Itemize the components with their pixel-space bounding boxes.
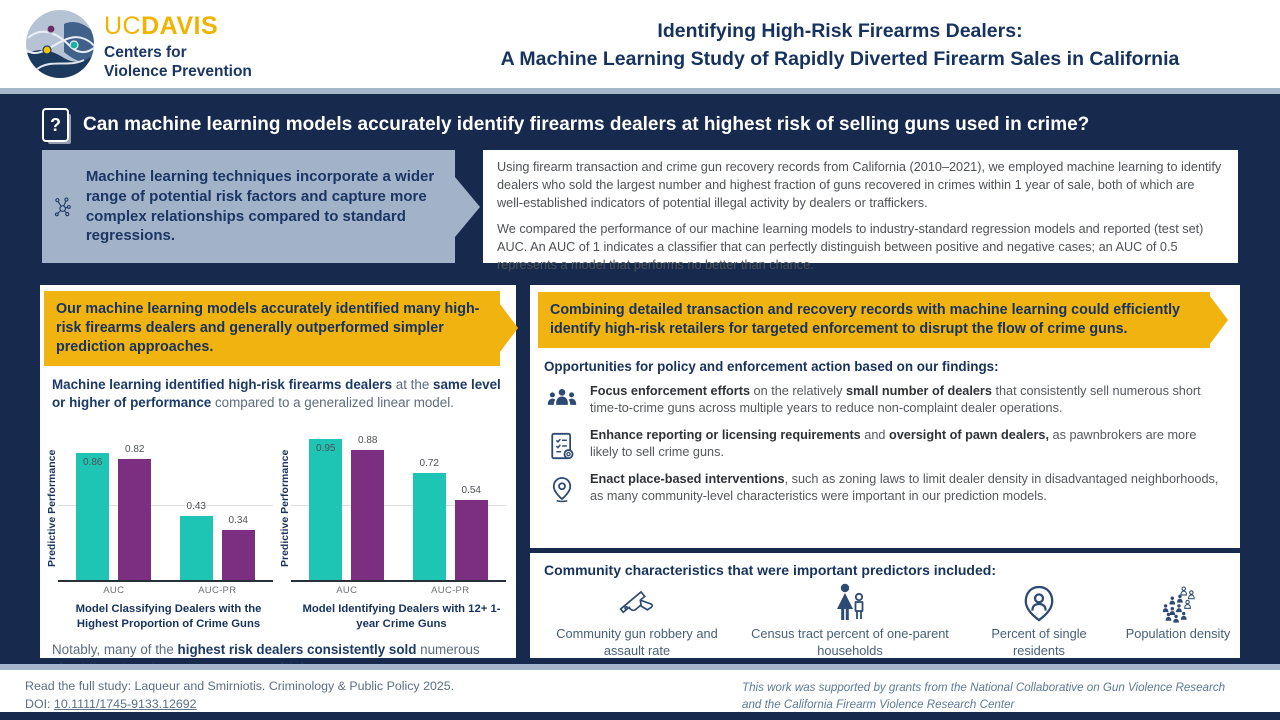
header [0, 0, 1280, 88]
funding-note: This work was supported by grants from the National Collaborative on Gun Violence Research and the California Firearm Violence Research Center [742, 681, 1226, 711]
plot-area [58, 434, 273, 582]
people-group-icon [544, 383, 580, 418]
citation [25, 678, 454, 714]
doi-link[interactable]: 10.1111/1745-9133.12692 [53, 696, 197, 711]
x-axis-ticks [291, 582, 506, 596]
study-paragraph-1: Using firearm transaction and crime gun recovery records from California (2010–2021), we employed machine learning to identify dealers who sold the largest number and highest fraction of guns recovered in crimes within 1 year of sale, both of which are well-established indicators of potential illegal activity by dealers or traffickers. [497, 160, 1222, 210]
x-tick-label: AUC [336, 584, 358, 596]
charts-row [40, 412, 516, 633]
bar-value-label: 0.88 [358, 434, 378, 446]
opportunities-heading: Opportunities for policy and enforcement action based on our findings: [544, 358, 999, 374]
results-footnote: Notably, many of the highest risk dealers consistently sold numerous [52, 642, 480, 658]
question-mark-icon: ? [42, 108, 69, 142]
community-item-one-parent [745, 582, 955, 659]
bar-purple [351, 434, 384, 580]
chart-caption: Model Identifying Dealers with 12+ 1-year Crime Guns [302, 602, 501, 631]
community-item-single-residents [964, 582, 1114, 659]
results-subtitle: Machine learning identified high-risk firearms dealers at the same level or higher of performance compared to a generalized linear model. [52, 376, 501, 410]
ucdavis-logo [24, 8, 96, 80]
one-parent-family-icon [745, 582, 955, 626]
brand-wordmark: UCDAVIS [104, 12, 219, 40]
bar-purple [455, 484, 488, 580]
community-item-label: Population density [1125, 626, 1231, 641]
community-item-gun-robbery [542, 582, 732, 659]
x-tick-label: AUC-PR [431, 584, 470, 596]
bar-value-label: 0.82 [125, 443, 145, 455]
x-tick-label: AUC-PR [198, 584, 237, 596]
y-axis-label: Predictive Performance [46, 449, 58, 567]
ml-callout-box [42, 150, 455, 263]
community-heading: Community characteristics that were important predictors included: [544, 562, 996, 578]
bar-teal [413, 457, 446, 580]
chart-caption: Model Classifying Dealers with the Highest Proportion of Crime Guns [75, 602, 262, 631]
footer [0, 670, 1280, 712]
policy-banner: Combining detailed transaction and recovery records with machine learning could efficiently identify high-risk retailers for targeted enforcement to disrupt the flow of crime guns. [538, 292, 1210, 348]
x-tick-label: AUC [103, 584, 125, 596]
bottom-border [0, 712, 1280, 720]
chart-highest-proportion [46, 418, 279, 633]
bar-teal [180, 500, 213, 580]
bar-value-label: 0.54 [461, 484, 481, 496]
research-question: Can machine learning models accurately identify firearms dealers at highest risk of selling guns used in crime? [83, 114, 1090, 135]
citation-line: Read the full study: Laqueur and Smirniotis. Criminology & Public Policy 2025. [25, 679, 455, 693]
bar-value-label: 0.34 [228, 514, 248, 526]
bar-purple [118, 443, 151, 580]
community-item-label: Census tract percent of one-parent households [751, 626, 949, 658]
bar-value-label: 0.95 [316, 442, 336, 454]
x-axis-ticks [58, 582, 273, 596]
community-item-population-density [1118, 582, 1238, 659]
bar-group [180, 500, 255, 580]
bar-purple [222, 514, 255, 580]
policy-card [530, 285, 1240, 548]
clipboard-checklist-icon [544, 427, 580, 462]
single-resident-icon [964, 582, 1114, 626]
question-banner [42, 108, 1242, 142]
study-paragraph-2: We compared the performance of our machine learning models to industry-standard regression models and reported (test set) AUC. An AUC of 1 indicates a classifier that can perfectly distinguish between positive and negative cases; an AUC of 0.5 represents a model that performs no better than chance. [497, 222, 1204, 272]
bar-value-label: 0.43 [186, 500, 206, 512]
results-banner: Our machine learning models accurately identified many high-risk firearms dealers and generally outperformed simpler prediction approaches. [44, 291, 500, 366]
community-card [530, 553, 1240, 658]
y-axis-label: Predictive Performance [279, 449, 291, 567]
chart-12plus-crime-guns [279, 418, 512, 633]
bar-teal [309, 439, 342, 580]
org-name: Centers for Violence Prevention [104, 43, 252, 81]
callout-text: Machine learning techniques incorporate a wider range of potential risk factors and capture more complex relationships compared to standard regressions. [85, 167, 435, 245]
bullet-text: Enhance reporting or licensing requirements and oversight of pawn dealers, as pawnbrokers are more likely to sell crime guns. [590, 427, 1197, 460]
location-pin-icon [544, 471, 580, 506]
community-item-label: Percent of single residents [991, 626, 1087, 658]
population-density-icon [1118, 582, 1238, 626]
bar-group [76, 443, 151, 580]
bullet-reporting [544, 427, 1222, 462]
doi-line: DOI: 10.1111/1745-9133.12692 [25, 696, 197, 711]
results-card [40, 285, 516, 658]
bullet-place-based [544, 471, 1222, 506]
header-divider [0, 88, 1280, 94]
bar-value-label: 0.86 [83, 456, 103, 468]
network-nodes-icon [54, 172, 74, 242]
page-title: Identifying High-Risk Firearms Dealers: A Machine Learning Study of Rapidly Diverted Firearm Sales in California [500, 20, 1180, 70]
bar-group [309, 434, 384, 580]
bullet-text: Focus enforcement efforts on the relatively small number of dealers that consistently sell numerous short time-to-crime guns across multiple years to reduce non-complaint dealer operations. [590, 383, 1201, 416]
plot-area [291, 434, 506, 582]
bullet-enforcement [544, 383, 1222, 418]
community-items [530, 582, 1240, 659]
handgun-icon [542, 582, 732, 626]
study-description-box [483, 150, 1238, 272]
bar-value-label: 0.72 [419, 457, 439, 469]
bullet-text: Enact place-based interventions, such as zoning laws to limit dealer density in disadvantaged neighborhoods, as many community-level characteristics were important in our prediction models. [590, 471, 1219, 504]
brand-block [104, 12, 252, 82]
bar-teal [76, 453, 109, 580]
community-item-label: Community gun robbery and assault rate [556, 626, 718, 658]
bar-group [413, 457, 488, 580]
